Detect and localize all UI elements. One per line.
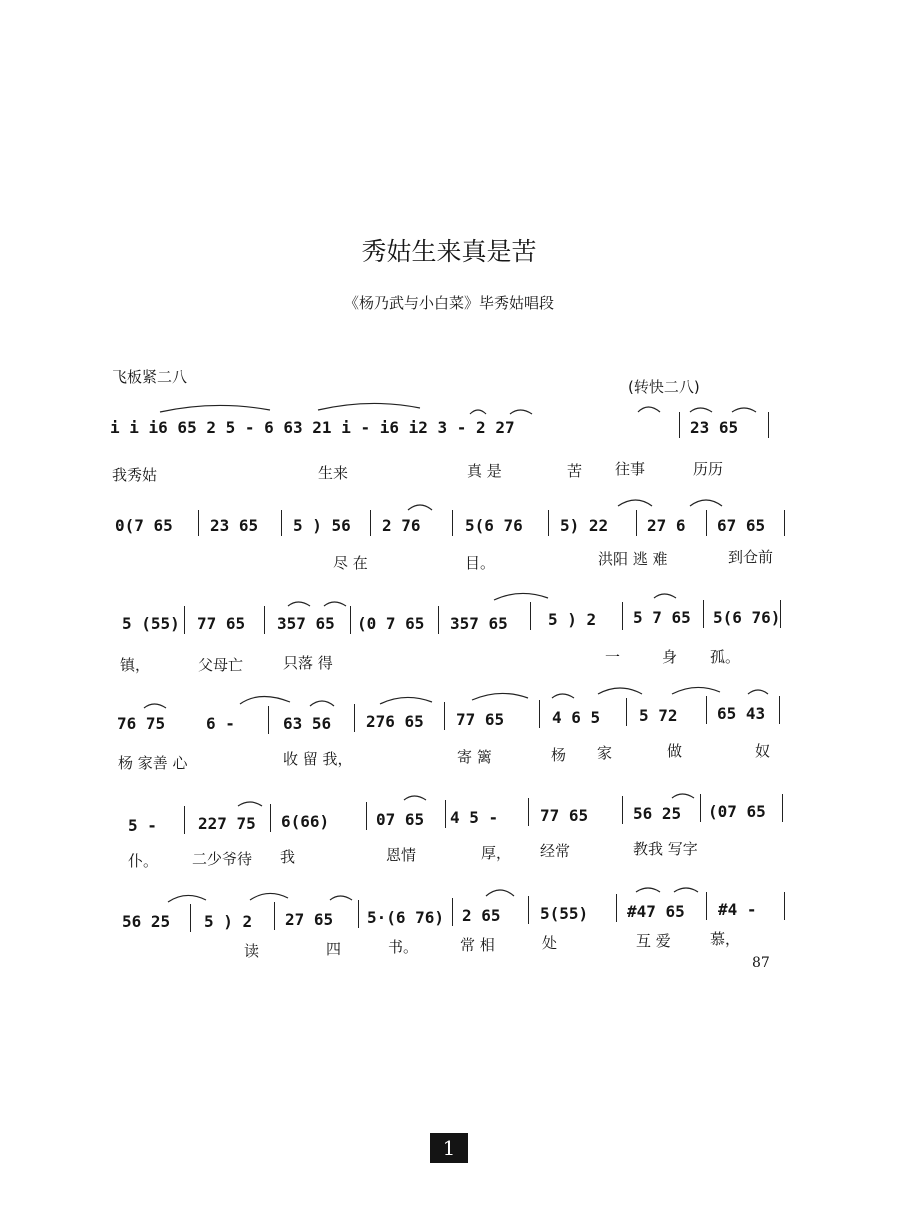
notation-measure: 4 6 5 bbox=[552, 708, 601, 727]
notation-measure: 5 ) 2 bbox=[548, 610, 597, 629]
lyric: 处 bbox=[542, 934, 558, 952]
notation-measure: 276 65 bbox=[366, 712, 424, 731]
notation-measure: 07 65 bbox=[376, 810, 425, 829]
slur bbox=[404, 796, 426, 800]
slur bbox=[494, 593, 548, 600]
lyric: 尽 在 bbox=[333, 554, 368, 572]
lyric: 真 是 bbox=[467, 462, 502, 480]
notation-measure: 63 56 bbox=[283, 714, 332, 733]
notation-measure: 76 75 bbox=[117, 714, 166, 733]
notation-measure: 67 65 bbox=[717, 516, 766, 535]
notation-measure: (07 65 bbox=[708, 802, 766, 821]
slur bbox=[690, 408, 712, 412]
lyric: 二少爷待 bbox=[192, 850, 253, 868]
notation-measure: 56 25 bbox=[122, 912, 171, 931]
slur bbox=[288, 602, 310, 606]
slur bbox=[144, 704, 166, 708]
notation-measure: 5 72 bbox=[639, 706, 678, 725]
lyric: 家 bbox=[597, 744, 613, 762]
slur bbox=[690, 500, 722, 506]
slur bbox=[486, 890, 514, 896]
lyric: 慕， bbox=[710, 930, 741, 948]
slur bbox=[408, 505, 432, 510]
notation-measure: 56 25 bbox=[633, 804, 682, 823]
lyric: 镇， bbox=[120, 656, 151, 674]
lyric: 做 bbox=[667, 742, 683, 760]
slur bbox=[238, 802, 262, 806]
page-subtitle: 《杨乃武与小白菜》毕秀姑唱段 bbox=[343, 294, 554, 312]
slur bbox=[732, 408, 756, 412]
notation-measure: 5·(6 76) bbox=[367, 908, 445, 927]
notation-measure: 27 6 bbox=[647, 516, 686, 535]
lyric: 仆。 bbox=[128, 852, 159, 870]
lyric: 奴 bbox=[755, 742, 771, 760]
lyric: 互 爱 bbox=[636, 932, 671, 950]
slur bbox=[672, 687, 720, 694]
lyric: 常 相 bbox=[460, 936, 495, 954]
notation-measure: 6 - bbox=[206, 714, 235, 733]
notation-measure: 2 76 bbox=[382, 516, 421, 535]
notation-measure: 6(66) bbox=[281, 812, 330, 831]
lyric: 生来 bbox=[318, 464, 349, 482]
notation-measure: 77 65 bbox=[197, 614, 246, 633]
notation-measure: 5 - bbox=[128, 816, 157, 835]
notation-measure: (0 7 65 bbox=[357, 614, 425, 633]
slur bbox=[324, 602, 346, 606]
lyric: 我秀姑 bbox=[112, 466, 158, 484]
lyric: 到仓前 bbox=[728, 548, 774, 566]
lyric: 收 留 我， bbox=[283, 750, 353, 768]
tempo-mark-start: 飞板紧二八 bbox=[112, 368, 188, 386]
lyric: 杨 bbox=[551, 746, 567, 764]
lyric: 杨 家善 心 bbox=[118, 754, 188, 772]
notation-measure: 227 75 bbox=[198, 814, 256, 833]
slur bbox=[160, 405, 270, 412]
slur bbox=[168, 895, 206, 902]
page-title: 秀姑生来真是苦 bbox=[361, 237, 537, 266]
notation-measure: 27 65 bbox=[285, 910, 334, 929]
notation-measure: 5) 22 bbox=[560, 516, 609, 535]
lyric: 我 bbox=[280, 848, 296, 866]
notation-measure: 77 65 bbox=[540, 806, 589, 825]
notation-measure: 65 43 bbox=[717, 704, 766, 723]
slur bbox=[674, 888, 698, 892]
tempo-mark-change: (转快二八) bbox=[628, 378, 700, 396]
notation-measure: 23 65 bbox=[210, 516, 259, 535]
footer-page-indicator: 1 bbox=[430, 1133, 468, 1163]
slur bbox=[330, 896, 352, 900]
lyric: 一 bbox=[605, 648, 621, 666]
slur bbox=[654, 594, 676, 598]
slur bbox=[618, 500, 652, 506]
lyric: 身 bbox=[662, 648, 678, 666]
lyric: 往事 bbox=[615, 460, 646, 478]
notation-measure: 5 ) 2 bbox=[204, 912, 253, 931]
notation-measure: 2 65 bbox=[462, 906, 501, 925]
lyric: 父母亡 bbox=[198, 656, 244, 674]
slur bbox=[748, 690, 768, 694]
lyric: 目。 bbox=[465, 554, 496, 572]
notation-row-1-b: 23 65 bbox=[690, 418, 739, 437]
notation-measure: 357 65 bbox=[277, 614, 335, 633]
lyric: 教我 写字 bbox=[633, 840, 698, 858]
lyric: 读 bbox=[244, 942, 260, 960]
slur bbox=[240, 696, 290, 704]
lyric: 四 bbox=[326, 940, 342, 958]
page-number: 87 bbox=[752, 955, 770, 971]
slur bbox=[598, 688, 642, 694]
notation-measure: 0(7 65 bbox=[115, 516, 173, 535]
slur bbox=[636, 888, 660, 892]
lyric: 寄 篱 bbox=[457, 748, 492, 766]
notation-row-1-a: i i i6 65 2 5 - 6 63 21 i - i6 i2 3 - 2 27 bbox=[110, 418, 515, 437]
lyric: 历历 bbox=[693, 460, 724, 478]
notation-measure: 5(6 76 bbox=[465, 516, 523, 535]
lyric: 洪阳 逃 难 bbox=[598, 550, 668, 568]
slur bbox=[472, 693, 528, 700]
notation-measure: 5 ) 56 bbox=[293, 516, 351, 535]
lyric: 恩情 bbox=[386, 846, 417, 864]
lyric: 厚， bbox=[481, 844, 512, 862]
slur bbox=[310, 701, 334, 706]
slur bbox=[250, 893, 288, 900]
notation-measure: 357 65 bbox=[450, 614, 508, 633]
slur bbox=[552, 694, 574, 698]
slur bbox=[470, 410, 486, 414]
notation-measure: 5(55) bbox=[540, 904, 589, 923]
notation-measure: 77 65 bbox=[456, 710, 505, 729]
notation-measure: #47 65 bbox=[627, 902, 685, 921]
lyric: 苦 bbox=[567, 462, 583, 480]
slur bbox=[672, 794, 694, 798]
lyric: 经常 bbox=[540, 842, 571, 860]
notation-measure: 5 7 65 bbox=[633, 608, 691, 627]
slur bbox=[380, 697, 432, 704]
lyric: 只落 得 bbox=[283, 654, 333, 672]
notation-measure: 5(6 76) bbox=[713, 608, 781, 627]
lyric: 孤。 bbox=[710, 648, 741, 666]
slur bbox=[318, 403, 420, 410]
notation-measure: 4 5 - bbox=[450, 808, 499, 827]
notation-measure: #4 - bbox=[718, 900, 757, 919]
lyric: 书。 bbox=[388, 938, 419, 956]
slur bbox=[510, 410, 532, 414]
notation-measure: 5 (55) bbox=[122, 614, 180, 633]
slur bbox=[638, 407, 660, 412]
